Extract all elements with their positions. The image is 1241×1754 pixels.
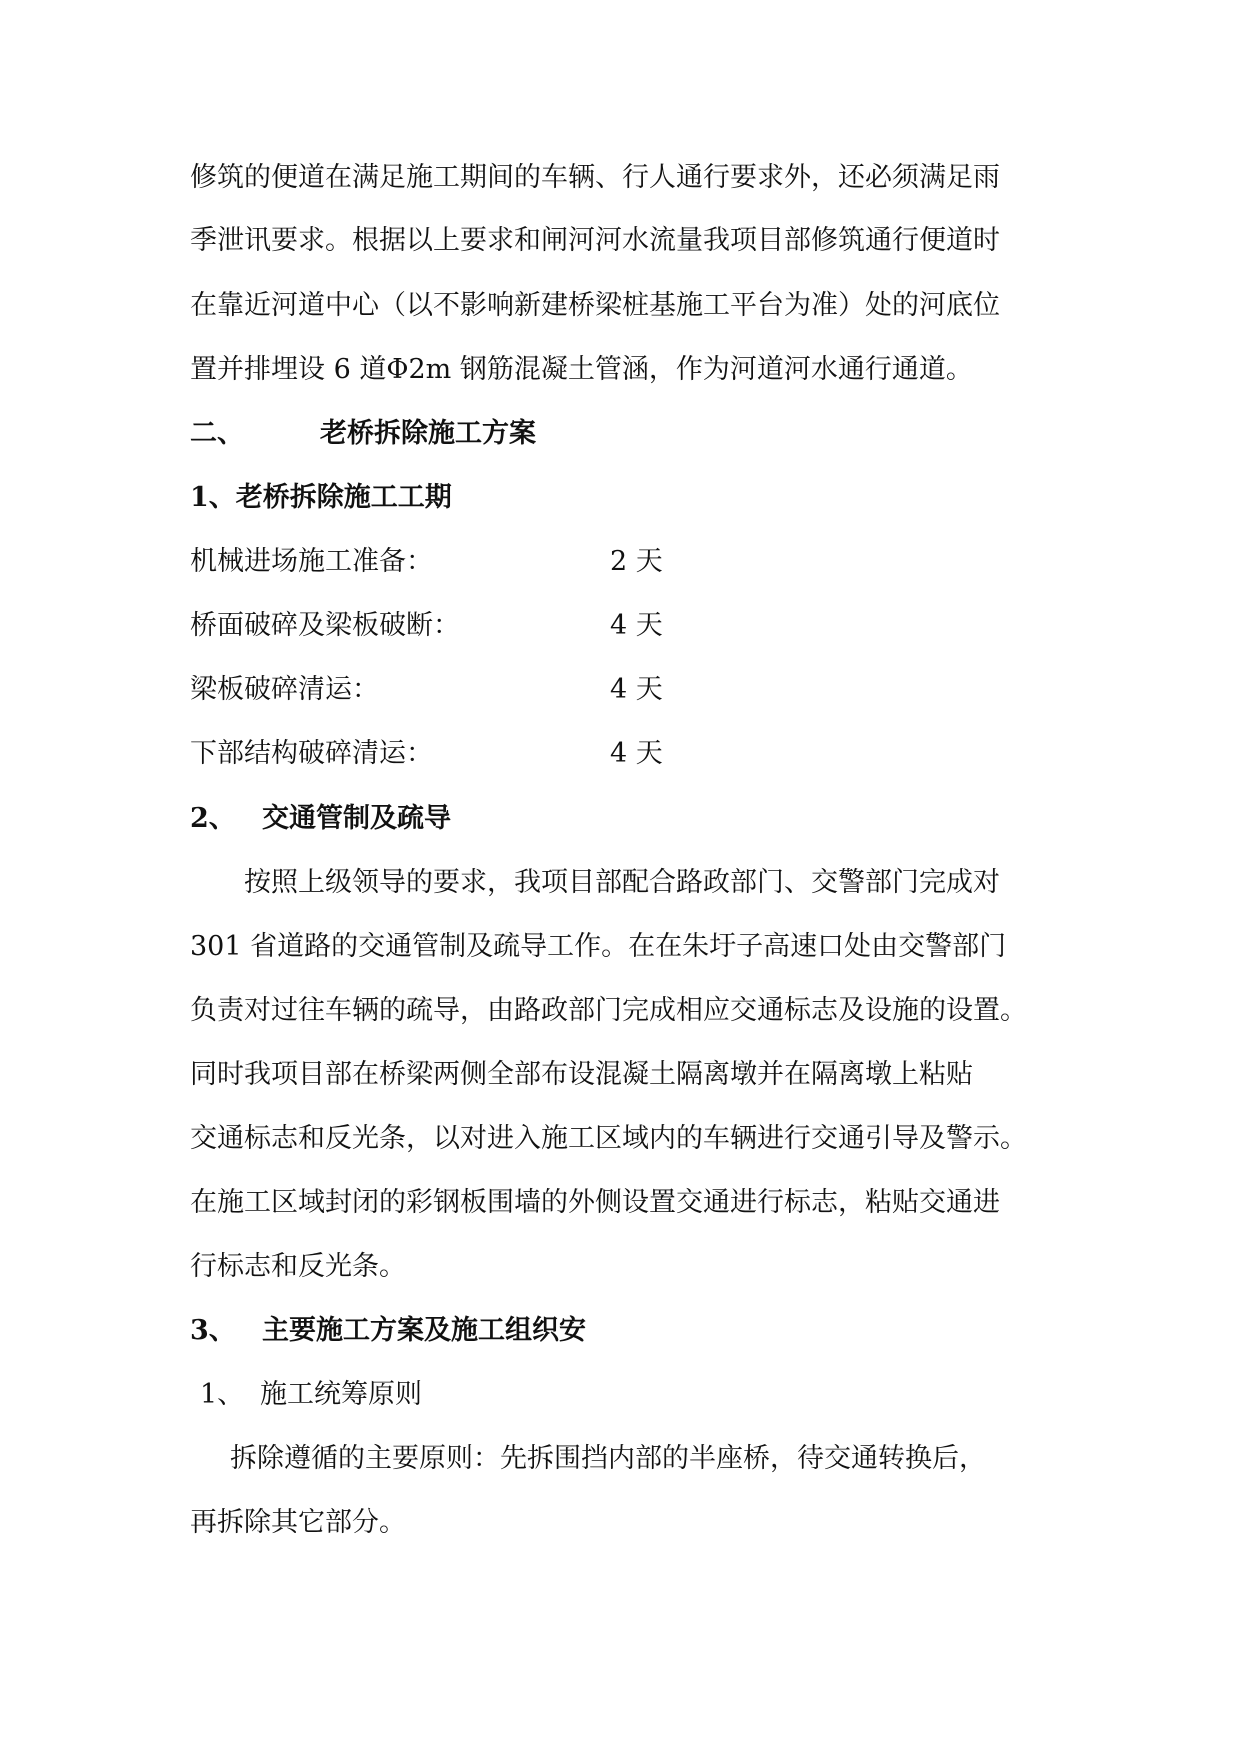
- traffic-line-7: 行标志和反光条。: [190, 1251, 406, 1282]
- traffic-line-3: 负责对过往车辆的疏导，由路政部门完成相应交通标志及设施的设置。: [190, 995, 1027, 1026]
- intro-line-2: 季泄讯要求。根据以上要求和闸河河水流量我项目部修筑通行便道时: [190, 225, 1000, 256]
- subsection-3-heading: [190, 1311, 586, 1351]
- schedule-label: 机械进场施工准备：: [190, 546, 433, 577]
- schedule-row: [190, 670, 663, 710]
- schedule-value: 2 天: [610, 546, 663, 577]
- intro-line-1: 修筑的便道在满足施工期间的车辆、行人通行要求外，还必须满足雨: [190, 162, 1000, 193]
- subsection-2-title: 交通管制及疏导: [262, 803, 451, 834]
- section-2-number: 二、: [190, 418, 244, 449]
- subsection-2-number: 2、: [190, 803, 236, 834]
- principle-line-2: 再拆除其它部分。: [190, 1507, 406, 1538]
- subsection-1-heading: 1、老桥拆除施工工期: [190, 482, 452, 513]
- traffic-line-5: 交通标志和反光条，以对进入施工区域内的车辆进行交通引导及警示。: [190, 1123, 1027, 1154]
- intro-line-3: 在靠近河道中心（以不影响新建桥梁桩基施工平台为准）处的河底位: [190, 290, 1000, 321]
- schedule-value: 4 天: [610, 674, 663, 705]
- schedule-row: [190, 542, 663, 582]
- section-2-title: 老桥拆除施工方案: [320, 418, 536, 449]
- schedule-label: 梁板破碎清运：: [190, 674, 379, 705]
- subsection-2-heading: [190, 799, 451, 839]
- traffic-line-2: 301 省道路的交通管制及疏导工作。在在朱圩子高速口处由交警部门: [190, 931, 1007, 962]
- traffic-line-4: 同时我项目部在桥梁两侧全部布设混凝土隔离墩并在隔离墩上粘贴: [190, 1059, 973, 1090]
- principle-line-1: 拆除遵循的主要原则：先拆围挡内部的半座桥，待交通转换后，: [230, 1443, 986, 1474]
- schedule-row: [190, 606, 663, 646]
- schedule-value: 4 天: [610, 610, 663, 641]
- schedule-label: 桥面破碎及梁板破断：: [190, 610, 460, 641]
- subsection-3-title: 主要施工方案及施工组织安: [262, 1315, 586, 1346]
- traffic-line-6: 在施工区域封闭的彩钢板围墙的外侧设置交通进行标志，粘贴交通进: [190, 1187, 1000, 1218]
- traffic-line-1: 按照上级领导的要求，我项目部配合路政部门、交警部门完成对: [244, 867, 1000, 898]
- principle-title: 施工统筹原则: [260, 1379, 422, 1410]
- principle-number: 1、: [200, 1379, 245, 1410]
- schedule-row: [190, 734, 663, 774]
- intro-line-4: 置并排埋设 6 道Φ2m 钢筋混凝土管涵，作为河道河水通行通道。: [190, 354, 973, 385]
- schedule-label: 下部结构破碎清运：: [190, 738, 433, 769]
- principle-heading: [200, 1375, 422, 1415]
- schedule-value: 4 天: [610, 738, 663, 769]
- section-2-heading: [190, 414, 536, 454]
- subsection-3-number: 3、: [190, 1315, 236, 1346]
